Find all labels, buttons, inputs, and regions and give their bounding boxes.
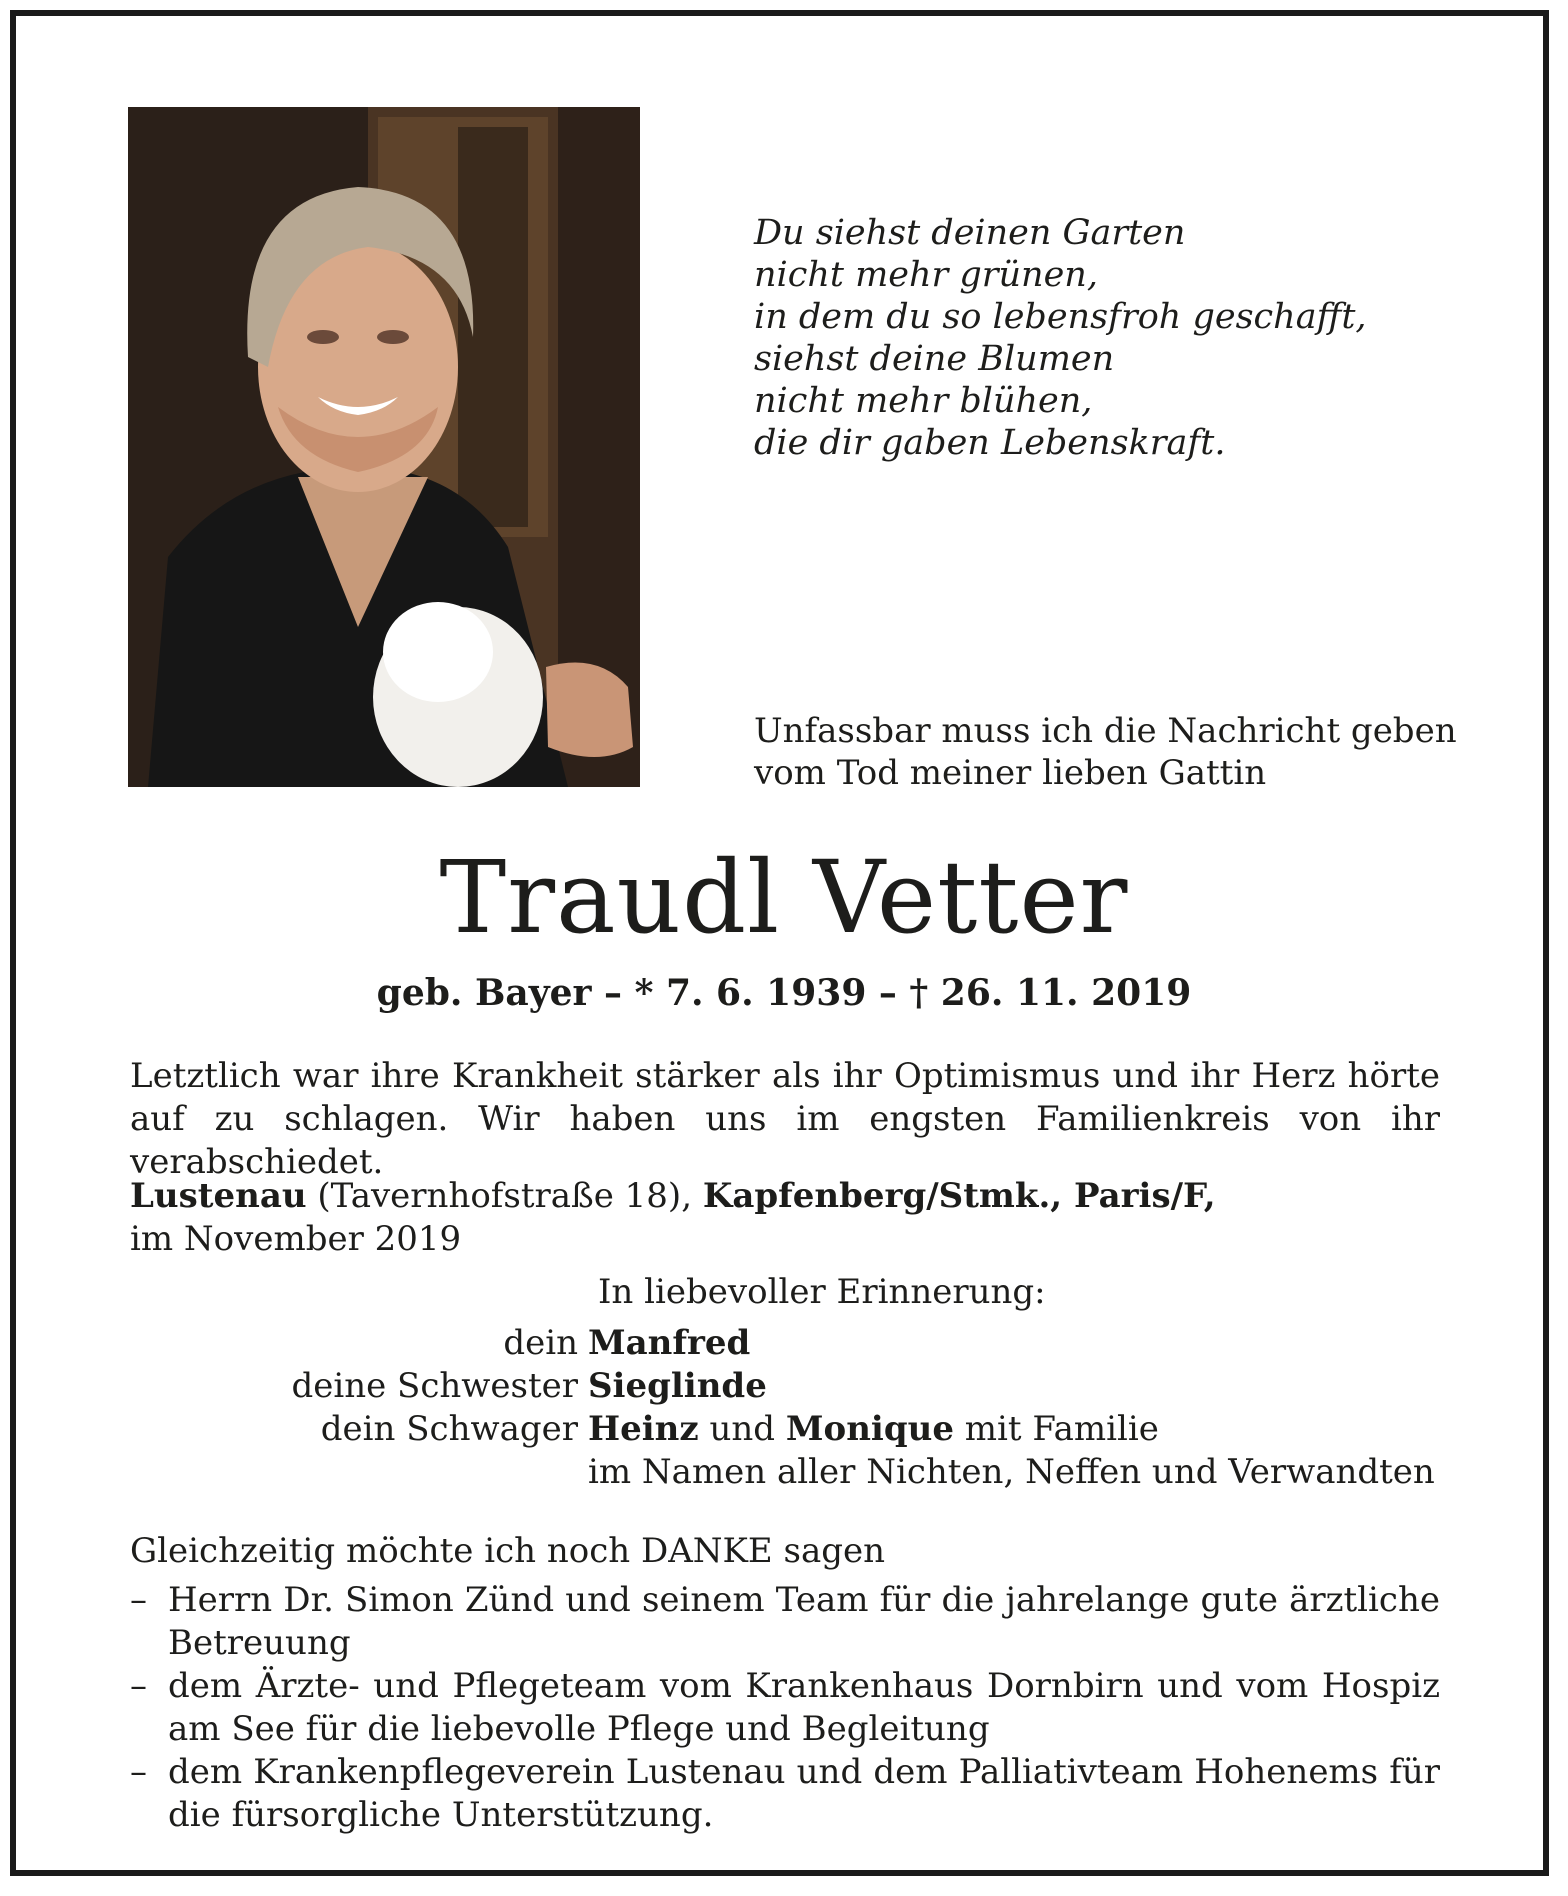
thanks-heading: Gleichzeitig möchte ich noch DANKE sagen (130, 1531, 886, 1571)
mourner-row (130, 1365, 1470, 1408)
list-item: – dem Krankenpflegeverein Lustenau und dem Palliativteam Hohenems für die fürsorgliche Unterstützung. (130, 1752, 1440, 1835)
dash-bullet: – (130, 1752, 147, 1792)
conjunction: und (698, 1409, 786, 1449)
location-block (130, 1175, 1470, 1261)
intro-line: vom Tod meiner lieben Gattin (754, 753, 1267, 793)
mourner-row (130, 1408, 1470, 1451)
portrait-photo (128, 107, 640, 787)
relation-label: dein Schwager (320, 1409, 578, 1449)
mourner-name: Monique (785, 1409, 954, 1449)
remembrance-heading: In liebevoller Erinnerung: (598, 1272, 1046, 1312)
deceased-name: Traudl Vetter (439, 839, 1129, 956)
poem-line: in dem du so lebensfroh geschafft, (754, 297, 1367, 337)
poem (754, 212, 1474, 464)
mourner-name: Sieglinde (588, 1366, 767, 1406)
mourners-list (130, 1322, 1470, 1494)
all-relatives: im Namen aller Nichten, Neffen und Verwandten (588, 1452, 1435, 1492)
announcement-intro (754, 710, 1474, 794)
relation-label: dein (503, 1323, 578, 1363)
poem-line: nicht mehr grünen, (754, 255, 1098, 295)
location-city: Lustenau (130, 1176, 307, 1216)
mourner-row (130, 1322, 1470, 1365)
mourner-name: Manfred (588, 1323, 751, 1363)
mourner-name: Heinz (588, 1409, 699, 1449)
birth-death-dates: geb. Bayer – * 7. 6. 1939 – † 26. 11. 2019 (376, 972, 1192, 1014)
location-others: Kapfenberg/Stmk., Paris/F, (702, 1176, 1216, 1216)
intro-line: Unfassbar muss ich die Nachricht geben (754, 711, 1457, 751)
poem-line: Du siehst deinen Garten (754, 213, 1186, 253)
body-paragraph: Letztlich war ihre Krankheit stärker als ihr Optimismus und ihr Herz hörte auf zu schlagen. Wir haben uns im engsten Familienkreis von ihr verabschiedet. (130, 1056, 1440, 1182)
location-address: (Tavernhofstraße 18), (306, 1176, 703, 1216)
poem-line: nicht mehr blühen, (754, 381, 1093, 421)
dash-bullet: – (130, 1666, 147, 1706)
poem-line: die dir gaben Lebenskraft. (754, 423, 1226, 463)
with-family: mit Familie (953, 1409, 1159, 1449)
thanks-section (130, 1530, 1440, 1837)
location-line (130, 1175, 1470, 1218)
relation-label: deine Schwester (291, 1366, 578, 1406)
list-item: – Herrn Dr. Simon Zünd und seinem Team für die jahrelange gute ärztliche Betreuung (130, 1580, 1440, 1663)
thanks-list (130, 1579, 1440, 1837)
poem-line: siehst deine Blumen (754, 339, 1115, 379)
list-item: – dem Ärzte- und Pflegeteam vom Krankenhaus Dornbirn und vom Hospiz am See für die liebevolle Pflege und Begleitung (130, 1666, 1440, 1749)
location-date: im November 2019 (130, 1219, 462, 1259)
portrait-illustration (128, 107, 640, 787)
dash-bullet: – (130, 1580, 147, 1620)
mourner-row (130, 1451, 1470, 1494)
